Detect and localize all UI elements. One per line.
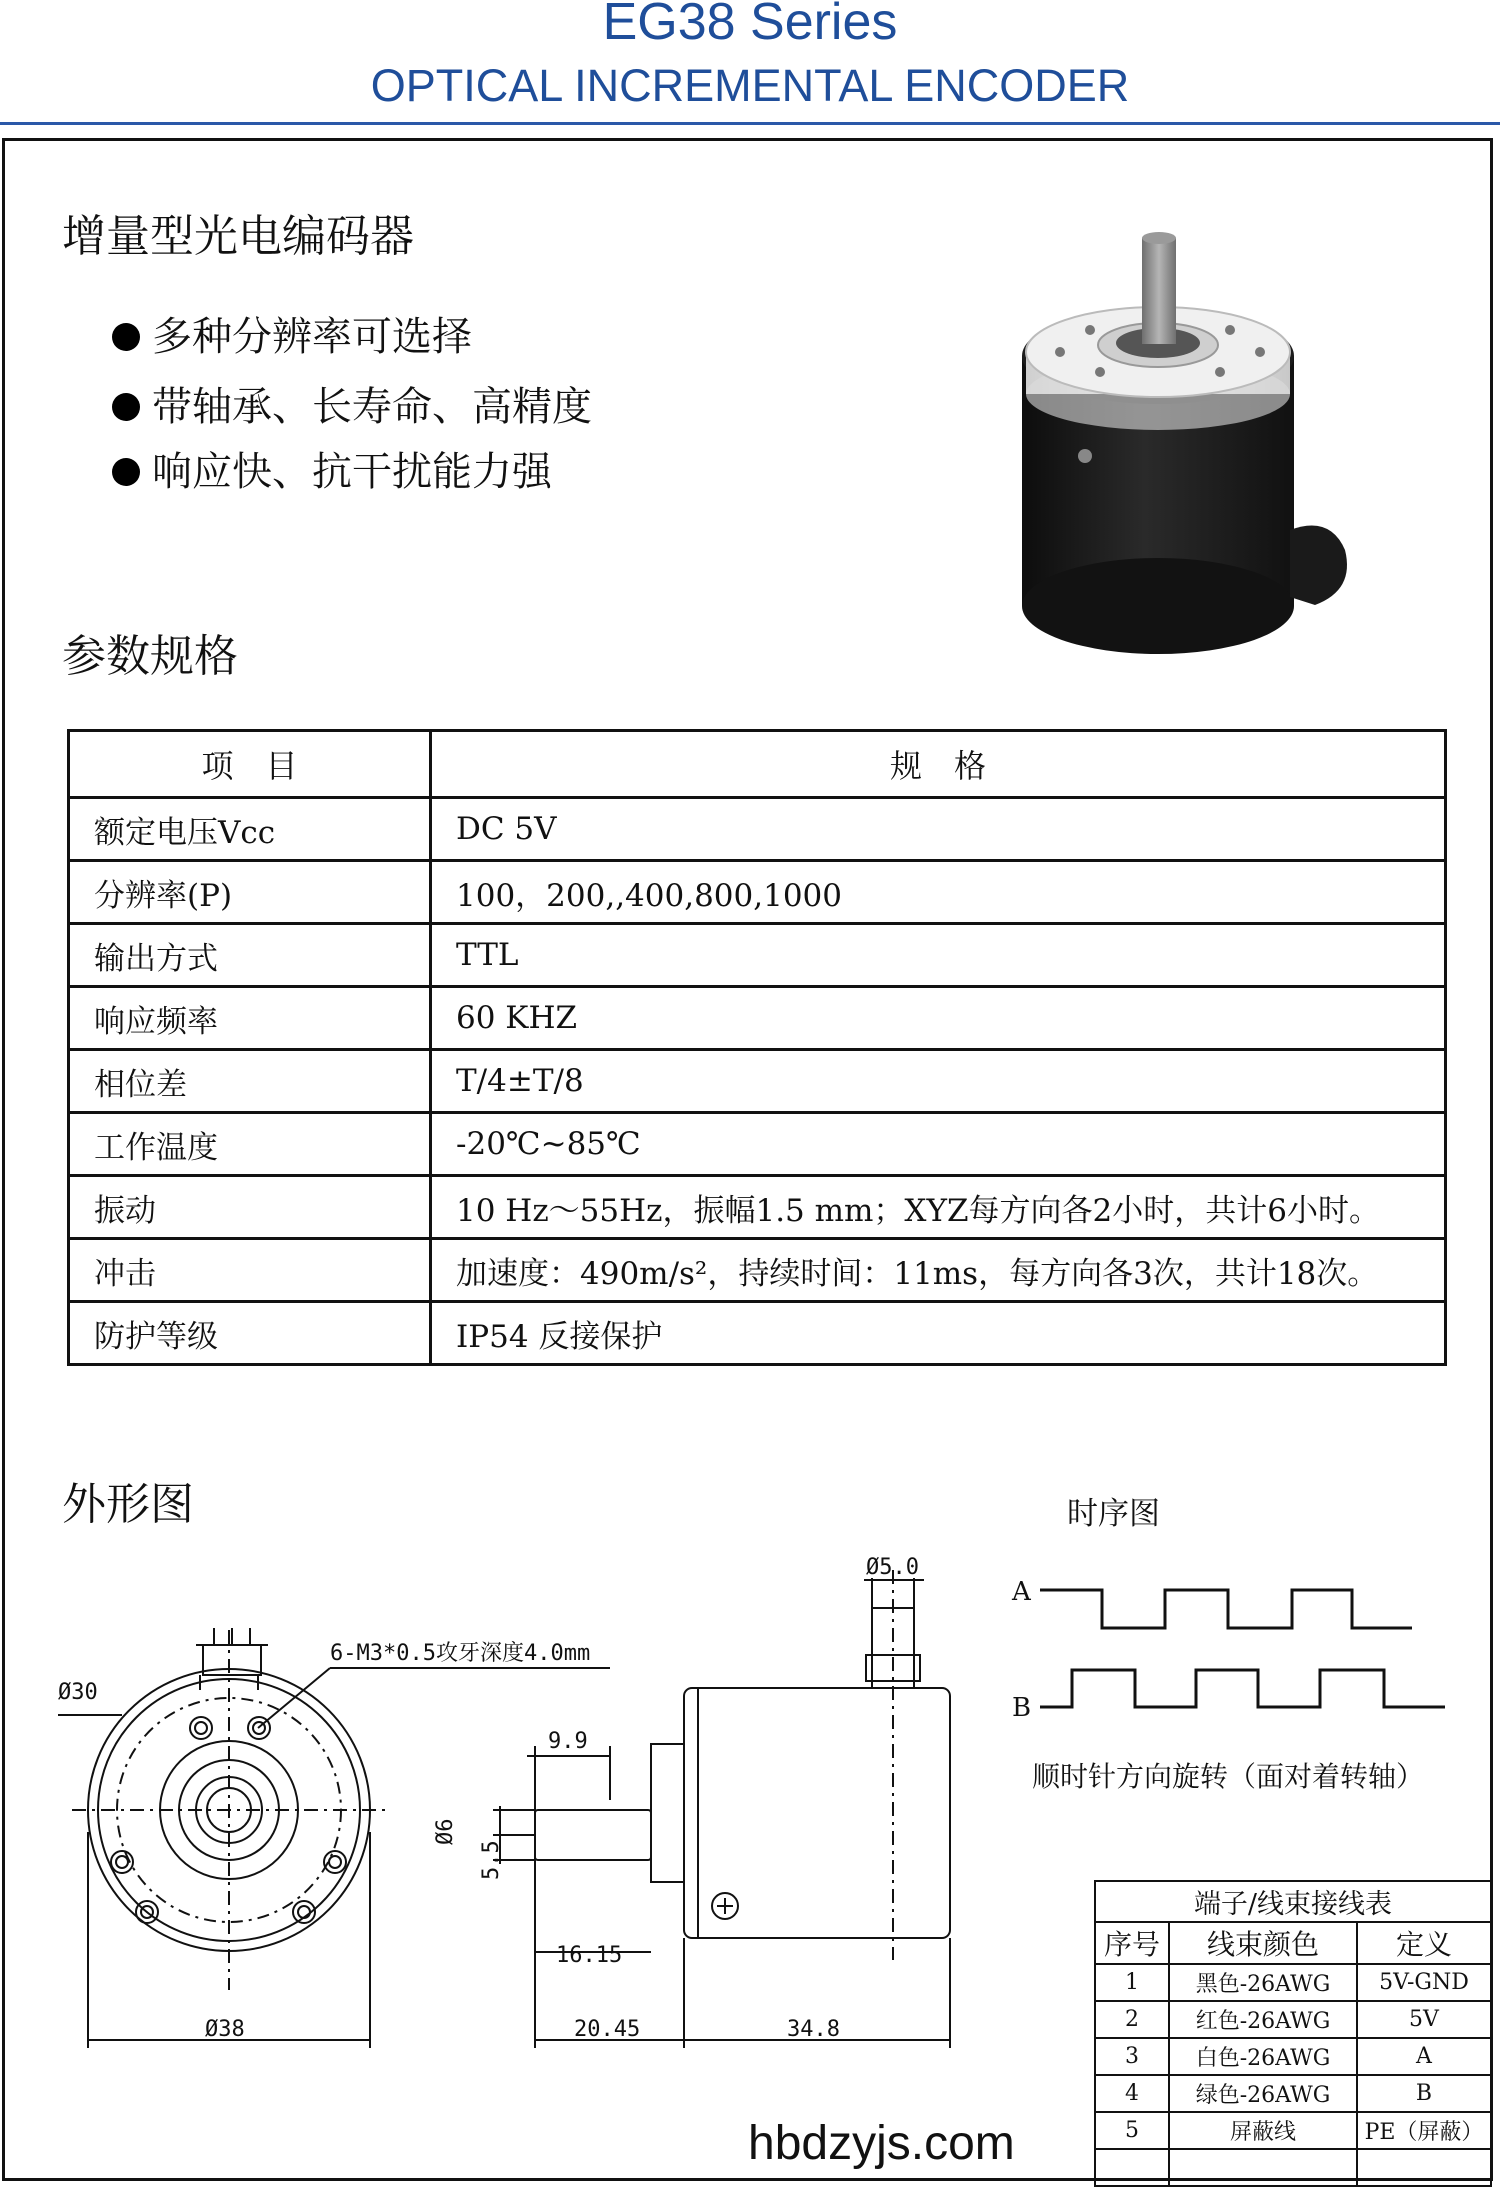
series-title: EG38 Series — [602, 0, 898, 51]
spec-label: 输出方式 — [69, 924, 431, 987]
cell-index: 3 — [1095, 2038, 1169, 2075]
dim-20-45: 20.45 — [574, 2017, 641, 2042]
cell-color: 屏蔽线 — [1169, 2112, 1357, 2149]
table-row — [1095, 2038, 1491, 2075]
spec-value: 100，200,,400,800,1000 — [431, 861, 1446, 924]
website-footer: hbdzyjs.com — [748, 2117, 1015, 2170]
channel-b-waveform — [1040, 1670, 1445, 1707]
spec-value: DC 5V — [431, 798, 1446, 861]
feature-text: 多种分辨率可选择 — [152, 314, 472, 360]
dim-outer-dia: Ø30 — [58, 1680, 98, 1705]
table-header-row — [1095, 1922, 1491, 1964]
table-row — [1095, 2001, 1491, 2038]
feature-text: 响应快、抗干扰能力强 — [152, 449, 552, 495]
spec-label: 工作温度 — [69, 1113, 431, 1176]
column-header: 序号 — [1095, 1922, 1169, 1964]
table-row — [1095, 2112, 1491, 2149]
encoder-product-image — [1022, 232, 1347, 654]
column-header: 线束颜色 — [1169, 1922, 1357, 1964]
cell-color: 绿色-26AWG — [1169, 2075, 1357, 2112]
spec-value: 10 Hz～55Hz，振幅1.5 mm；XYZ每方向各2小时，共计6小时。 — [431, 1176, 1446, 1239]
column-header-item: 项 目 — [69, 731, 431, 798]
cell-index: 4 — [1095, 2075, 1169, 2112]
spec-value: TTL — [431, 924, 1446, 987]
cell-index: 1 — [1095, 1964, 1169, 2001]
terminal-table — [1094, 1880, 1492, 2187]
spec-label: 振动 — [69, 1176, 431, 1239]
terminal-table-title: 端子/线束接线表 — [1095, 1881, 1491, 1922]
spec-value: T/4±T/8 — [431, 1050, 1446, 1113]
table-title-row — [1095, 1881, 1491, 1922]
spec-label: 额定电压Vcc — [69, 798, 431, 861]
dim-body-dia: Ø38 — [205, 2017, 245, 2042]
spec-label: 相位差 — [69, 1050, 431, 1113]
timing-caption: 顺时针方向旋转（面对着转轴） — [1032, 1760, 1425, 1793]
dim-5-5: 5.5 — [479, 1840, 504, 1880]
channel-b-label: B — [1012, 1693, 1032, 1723]
channel-a-label: A — [1012, 1577, 1031, 1607]
cell-def: 5V-GND — [1357, 1964, 1491, 2001]
spec-label: 冲击 — [69, 1239, 431, 1302]
cell-color: 白色-26AWG — [1169, 2038, 1357, 2075]
dim-9-9: 9.9 — [548, 1729, 588, 1754]
cell-def: B — [1357, 2075, 1491, 2112]
cell-index: 2 — [1095, 2001, 1169, 2038]
specs-title: 参数规格 — [62, 631, 238, 682]
dim-shaft-dia: Ø5.0 — [866, 1555, 919, 1580]
product-subtitle: OPTICAL INCREMENTAL ENCODER — [370, 60, 1130, 111]
dim-d6: Ø6 — [433, 1818, 458, 1845]
spec-value: IP54 反接保护 — [431, 1302, 1446, 1365]
timing-title: 时序图 — [1067, 1496, 1160, 1532]
cell-color: 红色-26AWG — [1169, 2001, 1357, 2038]
spec-value: 加速度：490m/s²，持续时间：11ms，每方向各3次，共计18次。 — [431, 1239, 1446, 1302]
table-row — [1095, 2075, 1491, 2112]
front-view-drawing — [58, 1628, 610, 2048]
intro-title: 增量型光电编码器 — [62, 211, 414, 262]
cell-def: 5V — [1357, 2001, 1491, 2038]
cell-color: 黑色-26AWG — [1169, 1964, 1357, 2001]
spec-label: 响应频率 — [69, 987, 431, 1050]
spec-value: -20℃~85℃ — [431, 1113, 1446, 1176]
cell-def: A — [1357, 2038, 1491, 2075]
spec-value: 60 KHZ — [431, 987, 1446, 1050]
timing-diagram — [1040, 1590, 1445, 1707]
table-row — [1095, 1964, 1491, 2001]
table-row-empty — [1095, 2149, 1491, 2186]
cell-def: PE（屏蔽） — [1357, 2112, 1491, 2149]
column-header: 定义 — [1357, 1922, 1491, 1964]
spec-label: 防护等级 — [69, 1302, 431, 1365]
spec-label: 分辨率(P) — [69, 861, 431, 924]
cell-index: 5 — [1095, 2112, 1169, 2149]
dim-16-15: 16.15 — [556, 1943, 623, 1968]
channel-a-waveform — [1040, 1590, 1412, 1628]
feature-text: 带轴承、长寿命、高精度 — [152, 384, 592, 430]
drawing-title: 外形图 — [62, 1479, 194, 1530]
column-header-spec: 规 格 — [431, 731, 1446, 798]
dim-34-8: 34.8 — [787, 2017, 840, 2042]
thread-note: 6-M3*0.5攻牙深度4.0mm — [330, 1641, 591, 1666]
